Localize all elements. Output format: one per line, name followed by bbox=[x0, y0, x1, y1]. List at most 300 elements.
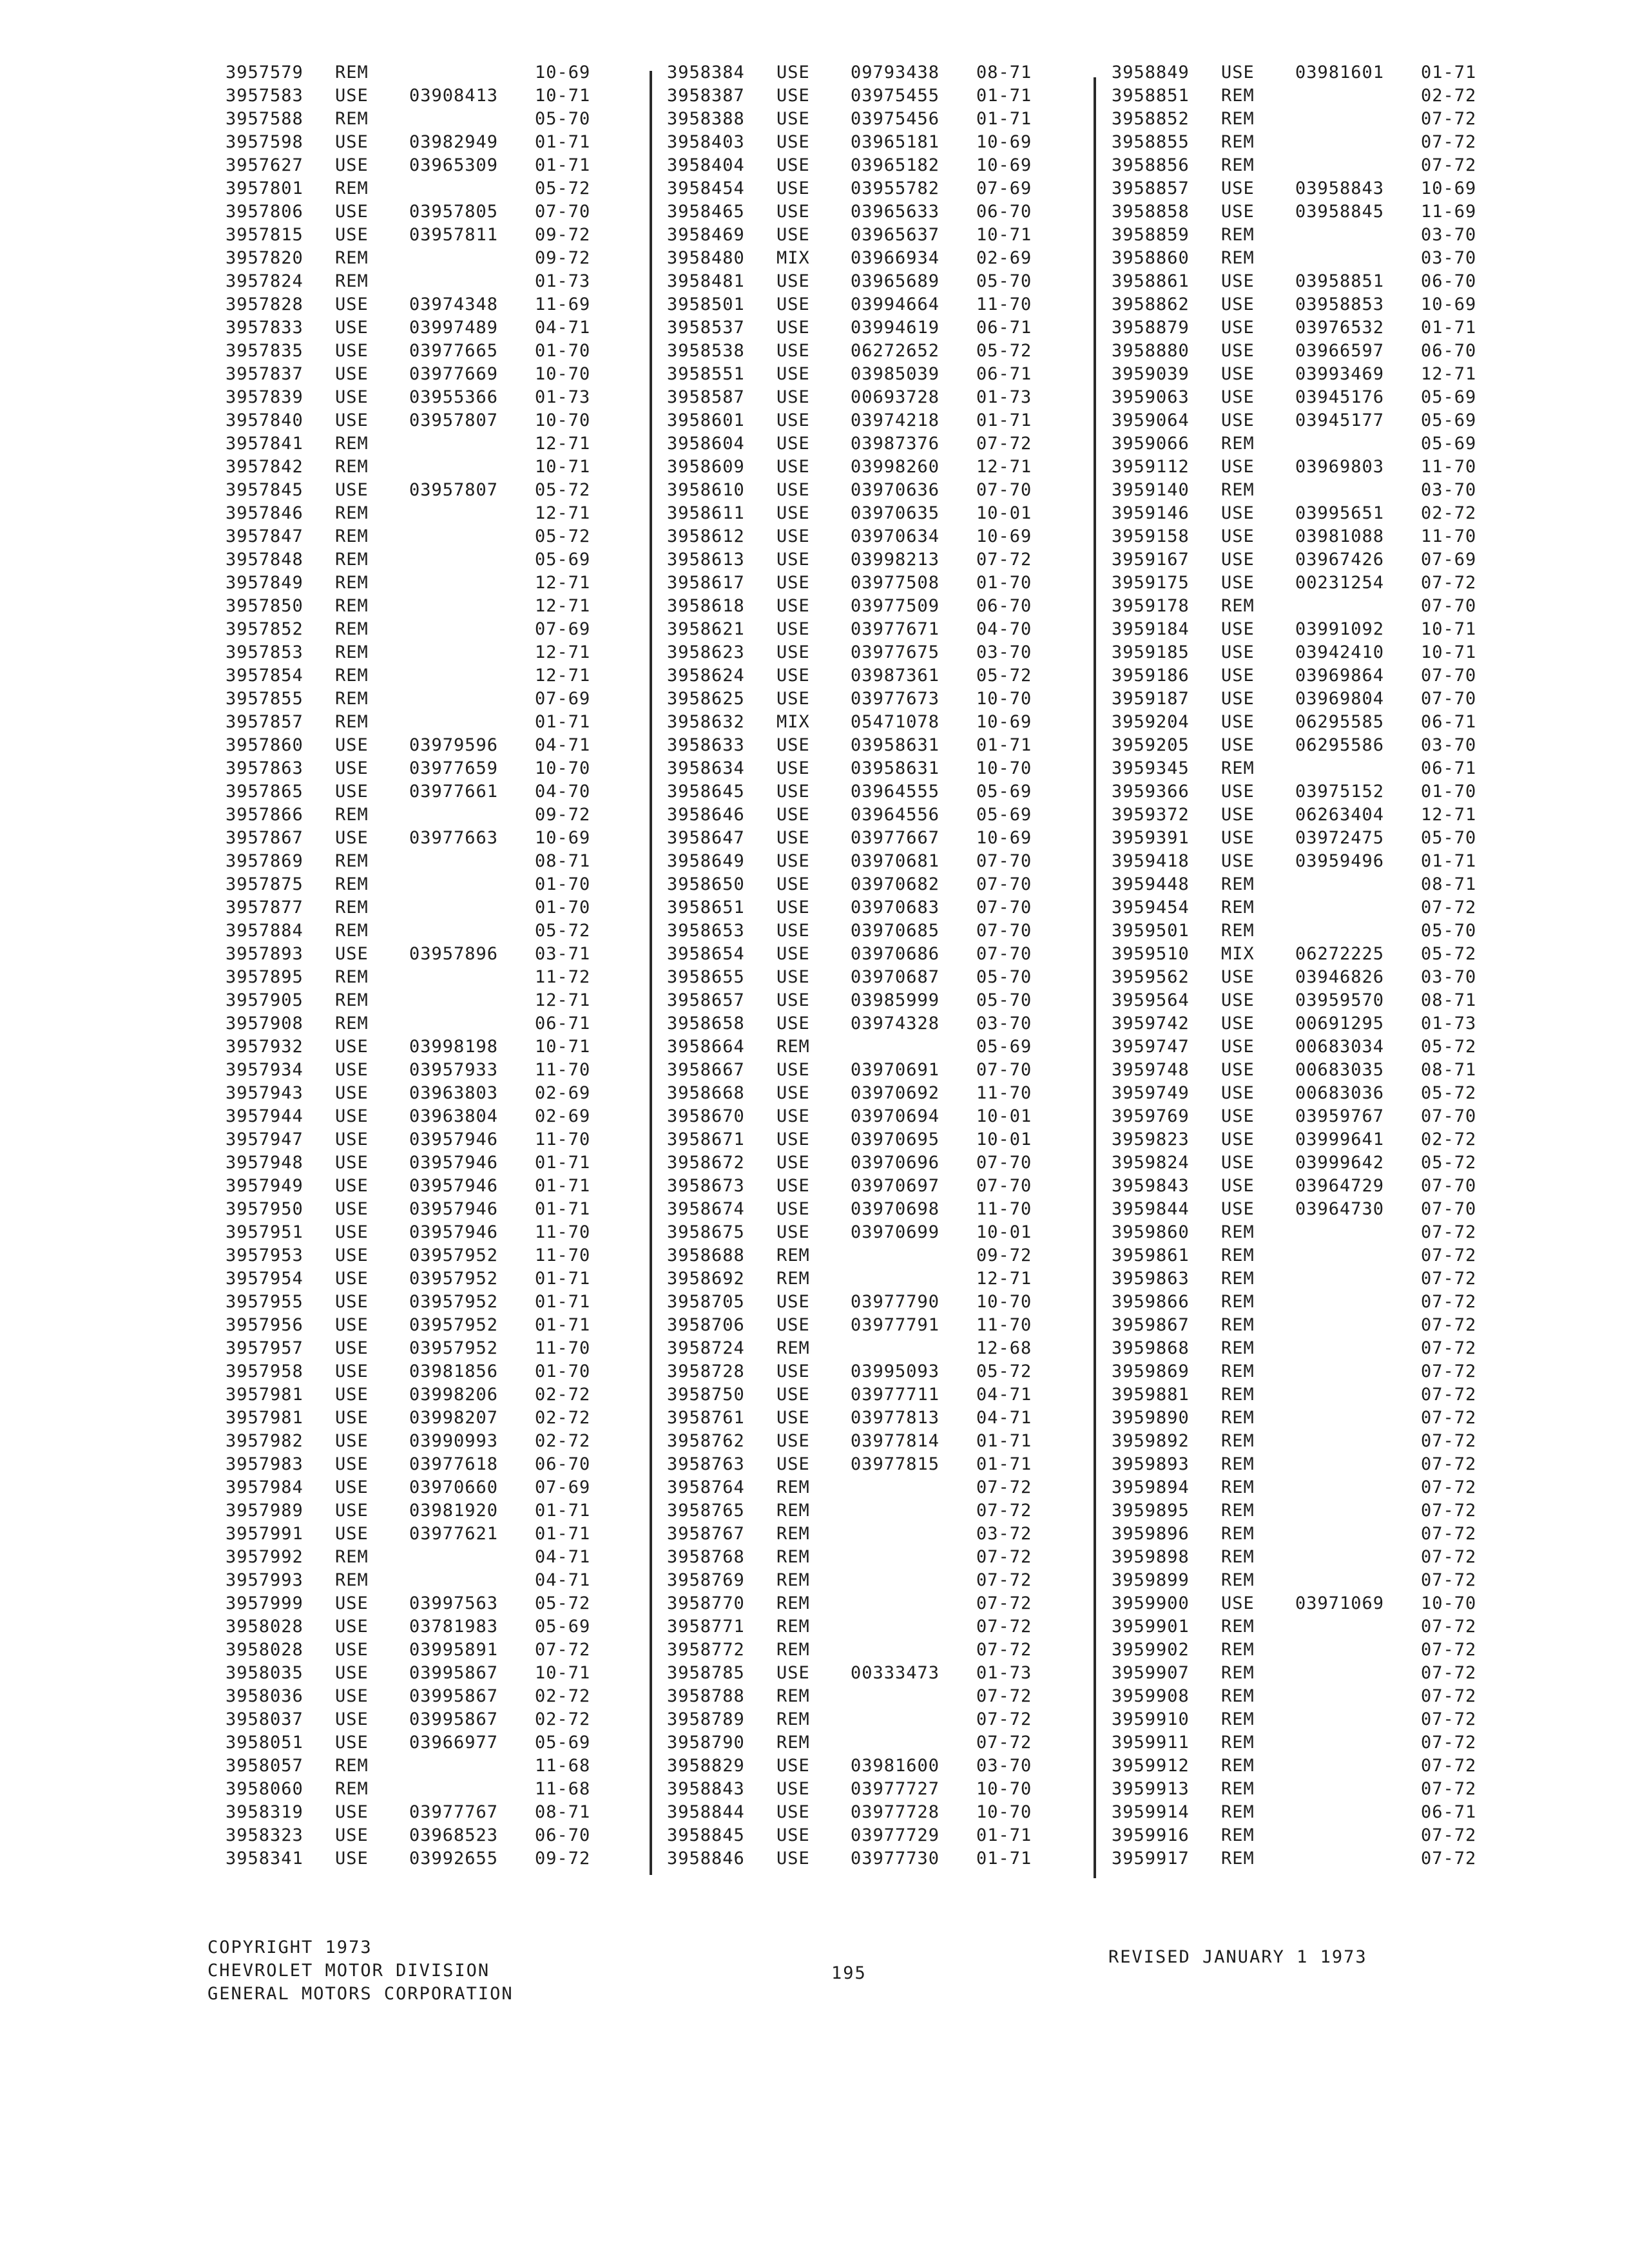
table-row bbox=[226, 1105, 638, 1128]
part-number: 3959146 bbox=[1112, 503, 1190, 523]
date-code: 06-70 bbox=[976, 202, 1032, 222]
table-row bbox=[667, 1407, 1079, 1430]
replacement-part-number: 03997489 bbox=[409, 318, 499, 338]
action-code: REM bbox=[335, 1756, 369, 1776]
table-row bbox=[226, 803, 638, 827]
table-row bbox=[226, 340, 638, 363]
date-code: 07-69 bbox=[1421, 550, 1477, 570]
action-code: USE bbox=[335, 1245, 369, 1265]
part-number: 3957944 bbox=[226, 1106, 304, 1126]
action-code: USE bbox=[335, 1385, 369, 1405]
part-number: 3959907 bbox=[1112, 1663, 1190, 1683]
part-number: 3958668 bbox=[667, 1083, 745, 1103]
action-code: USE bbox=[335, 1315, 369, 1335]
replacement-part-number: 03995867 bbox=[409, 1663, 499, 1683]
replacement-part-number: 00691295 bbox=[1295, 1014, 1385, 1033]
part-number: 3959066 bbox=[1112, 434, 1190, 454]
part-number: 3959448 bbox=[1112, 874, 1190, 894]
action-code: USE bbox=[776, 86, 810, 106]
date-code: 02-72 bbox=[535, 1686, 591, 1706]
part-number: 3957951 bbox=[226, 1222, 304, 1242]
date-code: 03-70 bbox=[1421, 967, 1477, 987]
action-code: USE bbox=[776, 294, 810, 314]
table-row bbox=[1112, 1128, 1524, 1151]
action-code: REM bbox=[335, 967, 369, 987]
date-code: 05-72 bbox=[535, 178, 591, 198]
action-code: REM bbox=[1221, 1245, 1255, 1265]
action-code: USE bbox=[1221, 712, 1255, 732]
action-code: USE bbox=[1221, 1083, 1255, 1103]
corporation-line: GENERAL MOTORS CORPORATION bbox=[207, 1984, 514, 2004]
table-row bbox=[667, 1778, 1079, 1801]
replacement-part-number: 03985999 bbox=[851, 990, 940, 1010]
table-row bbox=[667, 1059, 1079, 1082]
part-number: 3958481 bbox=[667, 271, 745, 291]
date-code: 03-70 bbox=[1421, 480, 1477, 500]
action-code: REM bbox=[1221, 1547, 1255, 1567]
action-code: REM bbox=[335, 573, 369, 593]
part-number: 3957932 bbox=[226, 1037, 304, 1057]
action-code: USE bbox=[335, 1292, 369, 1312]
part-number: 3957948 bbox=[226, 1153, 304, 1173]
table-row bbox=[226, 641, 638, 664]
action-code: USE bbox=[776, 805, 810, 825]
part-number: 3958856 bbox=[1112, 155, 1190, 175]
action-code: REM bbox=[1221, 1431, 1255, 1451]
action-code: USE bbox=[1221, 1593, 1255, 1613]
table-row bbox=[226, 1337, 638, 1360]
action-code: REM bbox=[1221, 248, 1255, 268]
table-row bbox=[1112, 1546, 1524, 1569]
action-code: USE bbox=[335, 1640, 369, 1660]
table-row bbox=[667, 943, 1079, 966]
replacement-part-number: 03972475 bbox=[1295, 828, 1385, 848]
action-code: REM bbox=[335, 457, 369, 477]
part-number: 3959562 bbox=[1112, 967, 1190, 987]
replacement-part-number: 06295585 bbox=[1295, 712, 1385, 732]
action-code: USE bbox=[776, 503, 810, 523]
date-code: 01-71 bbox=[976, 1825, 1032, 1845]
date-code: 01-70 bbox=[535, 341, 591, 361]
date-code: 07-69 bbox=[535, 619, 591, 639]
action-code: USE bbox=[335, 1338, 369, 1358]
action-code: REM bbox=[1221, 1385, 1255, 1405]
part-number: 3958672 bbox=[667, 1153, 745, 1173]
part-number: 3958323 bbox=[226, 1825, 304, 1845]
date-code: 08-71 bbox=[535, 1802, 591, 1822]
replacement-part-number: 03970694 bbox=[851, 1106, 940, 1126]
table-row bbox=[226, 572, 638, 595]
part-number: 3958537 bbox=[667, 318, 745, 338]
table-row bbox=[226, 270, 638, 293]
date-code: 07-70 bbox=[976, 1153, 1032, 1173]
table-row bbox=[667, 1801, 1079, 1824]
table-row bbox=[667, 1615, 1079, 1639]
part-number: 3957857 bbox=[226, 712, 304, 732]
table-row bbox=[667, 1824, 1079, 1847]
part-number: 3957956 bbox=[226, 1315, 304, 1335]
replacement-part-number: 03965182 bbox=[851, 155, 940, 175]
table-row bbox=[226, 989, 638, 1012]
date-code: 07-72 bbox=[1421, 1222, 1477, 1242]
action-code: REM bbox=[776, 1617, 810, 1637]
table-row bbox=[1112, 873, 1524, 896]
table-row bbox=[667, 316, 1079, 340]
replacement-part-number: 03977675 bbox=[851, 642, 940, 662]
date-code: 01-71 bbox=[976, 1849, 1032, 1869]
table-row bbox=[667, 409, 1079, 432]
date-code: 11-70 bbox=[535, 1129, 591, 1149]
replacement-part-number: 03957952 bbox=[409, 1269, 499, 1289]
part-number: 3959914 bbox=[1112, 1802, 1190, 1822]
date-code: 10-71 bbox=[535, 457, 591, 477]
date-code: 05-69 bbox=[976, 805, 1032, 825]
date-code: 10-69 bbox=[976, 526, 1032, 546]
replacement-part-number: 03977790 bbox=[851, 1292, 940, 1312]
table-row bbox=[1112, 177, 1524, 200]
action-code: USE bbox=[776, 642, 810, 662]
table-row bbox=[667, 340, 1079, 363]
table-row bbox=[226, 363, 638, 386]
part-number: 3958341 bbox=[226, 1849, 304, 1869]
replacement-part-number: 03977671 bbox=[851, 619, 940, 639]
date-code: 10-70 bbox=[1421, 1593, 1477, 1613]
date-code: 05-72 bbox=[1421, 1037, 1477, 1057]
part-number: 3958664 bbox=[667, 1037, 745, 1057]
table-row bbox=[1112, 595, 1524, 618]
table-row bbox=[667, 1847, 1079, 1870]
action-code: USE bbox=[1221, 1037, 1255, 1057]
date-code: 07-72 bbox=[1421, 1315, 1477, 1335]
part-number: 3957993 bbox=[226, 1570, 304, 1590]
table-row bbox=[1112, 1685, 1524, 1708]
action-code: USE bbox=[776, 1315, 810, 1335]
part-number: 3958861 bbox=[1112, 271, 1190, 291]
table-row bbox=[226, 1801, 638, 1824]
copyright-block bbox=[207, 1936, 514, 2006]
action-code: REM bbox=[335, 62, 369, 82]
action-code: USE bbox=[776, 828, 810, 848]
table-row bbox=[226, 479, 638, 502]
action-code: USE bbox=[335, 1849, 369, 1869]
date-code: 07-72 bbox=[1421, 1501, 1477, 1521]
table-row bbox=[1112, 989, 1524, 1012]
action-code: USE bbox=[776, 1408, 810, 1428]
part-number: 3959916 bbox=[1112, 1825, 1190, 1845]
action-code: USE bbox=[776, 758, 810, 778]
replacement-part-number: 03998206 bbox=[409, 1385, 499, 1405]
action-code: REM bbox=[335, 1547, 369, 1567]
table-row bbox=[667, 1035, 1079, 1059]
table-row bbox=[226, 1407, 638, 1430]
table-row bbox=[667, 1639, 1079, 1662]
replacement-part-number: 03965633 bbox=[851, 202, 940, 222]
part-number: 3958624 bbox=[667, 666, 745, 686]
replacement-part-number: 05471078 bbox=[851, 712, 940, 732]
table-row bbox=[1112, 1453, 1524, 1476]
part-number: 3957875 bbox=[226, 874, 304, 894]
date-code: 01-70 bbox=[535, 1361, 591, 1381]
date-code: 05-72 bbox=[976, 341, 1032, 361]
date-code: 10-70 bbox=[976, 1779, 1032, 1799]
part-number: 3957627 bbox=[226, 155, 304, 175]
replacement-part-number: 03976532 bbox=[1295, 318, 1385, 338]
table-row bbox=[1112, 548, 1524, 572]
part-number: 3957905 bbox=[226, 990, 304, 1010]
part-number: 3958768 bbox=[667, 1547, 745, 1567]
action-code: USE bbox=[1221, 573, 1255, 593]
replacement-part-number: 03977618 bbox=[409, 1454, 499, 1474]
action-code: USE bbox=[1221, 550, 1255, 570]
table-row bbox=[226, 1430, 638, 1453]
table-row bbox=[667, 1244, 1079, 1267]
table-row bbox=[667, 734, 1079, 757]
action-code: REM bbox=[1221, 1779, 1255, 1799]
table-row bbox=[1112, 456, 1524, 479]
replacement-part-number: 06263404 bbox=[1295, 805, 1385, 825]
part-number: 3957908 bbox=[226, 1014, 304, 1033]
action-code: MIX bbox=[776, 712, 810, 732]
part-number: 3958404 bbox=[667, 155, 745, 175]
table-row bbox=[226, 1569, 638, 1592]
replacement-part-number: 03957946 bbox=[409, 1129, 499, 1149]
table-row bbox=[226, 548, 638, 572]
table-row bbox=[226, 224, 638, 247]
action-code: USE bbox=[776, 550, 810, 570]
action-code: REM bbox=[1221, 1454, 1255, 1474]
part-number: 3958859 bbox=[1112, 225, 1190, 245]
action-code: USE bbox=[776, 573, 810, 593]
table-row bbox=[667, 1151, 1079, 1175]
table-row bbox=[667, 1105, 1079, 1128]
table-row bbox=[667, 989, 1079, 1012]
part-number: 3958658 bbox=[667, 1014, 745, 1033]
date-code: 05-69 bbox=[1421, 410, 1477, 430]
table-row bbox=[1112, 1035, 1524, 1059]
date-code: 01-71 bbox=[976, 1454, 1032, 1474]
date-code: 07-72 bbox=[1421, 1338, 1477, 1358]
table-row bbox=[1112, 1569, 1524, 1592]
table-row bbox=[667, 1012, 1079, 1035]
action-code: REM bbox=[776, 1245, 810, 1265]
replacement-part-number: 03963803 bbox=[409, 1083, 499, 1103]
action-code: REM bbox=[335, 178, 369, 198]
action-code: REM bbox=[1221, 1640, 1255, 1660]
date-code: 05-70 bbox=[976, 271, 1032, 291]
part-number: 3958617 bbox=[667, 573, 745, 593]
replacement-part-number: 03965309 bbox=[409, 155, 499, 175]
table-row bbox=[667, 1592, 1079, 1615]
part-number: 3959908 bbox=[1112, 1686, 1190, 1706]
copyright-line: COPYRIGHT 1973 bbox=[207, 1937, 372, 1957]
table-row bbox=[667, 757, 1079, 780]
date-code: 05-69 bbox=[976, 1037, 1032, 1057]
table-row bbox=[226, 873, 638, 896]
part-number: 3959824 bbox=[1112, 1153, 1190, 1173]
date-code: 01-71 bbox=[535, 1176, 591, 1196]
part-number: 3958765 bbox=[667, 1501, 745, 1521]
replacement-part-number: 03959496 bbox=[1295, 851, 1385, 871]
replacement-part-number: 03958631 bbox=[851, 758, 940, 778]
table-row bbox=[1112, 1731, 1524, 1754]
table-row bbox=[226, 108, 638, 131]
part-number: 3958724 bbox=[667, 1338, 745, 1358]
part-number: 3958480 bbox=[667, 248, 745, 268]
part-number: 3958785 bbox=[667, 1663, 745, 1683]
action-code: REM bbox=[1221, 1756, 1255, 1776]
action-code: USE bbox=[335, 1199, 369, 1219]
action-code: REM bbox=[335, 109, 369, 129]
replacement-part-number: 09793438 bbox=[851, 62, 940, 82]
action-code: USE bbox=[776, 1454, 810, 1474]
table-row bbox=[226, 61, 638, 84]
part-number: 3959895 bbox=[1112, 1501, 1190, 1521]
part-number: 3959501 bbox=[1112, 921, 1190, 941]
table-row bbox=[667, 1546, 1079, 1569]
table-row bbox=[1112, 200, 1524, 224]
table-row bbox=[1112, 432, 1524, 456]
table-row bbox=[1112, 386, 1524, 409]
action-code: USE bbox=[335, 1153, 369, 1173]
action-code: REM bbox=[776, 1686, 810, 1706]
table-row bbox=[226, 1615, 638, 1639]
table-row bbox=[1112, 850, 1524, 873]
replacement-part-number: 03957811 bbox=[409, 225, 499, 245]
table-row bbox=[226, 1267, 638, 1291]
part-number: 3959898 bbox=[1112, 1547, 1190, 1567]
date-code: 01-73 bbox=[976, 387, 1032, 407]
part-number: 3959747 bbox=[1112, 1037, 1190, 1057]
date-code: 07-70 bbox=[976, 851, 1032, 871]
replacement-part-number: 03998213 bbox=[851, 550, 940, 570]
replacement-part-number: 03957807 bbox=[409, 410, 499, 430]
date-code: 12-71 bbox=[535, 596, 591, 616]
part-number: 3958655 bbox=[667, 967, 745, 987]
date-code: 07-70 bbox=[1421, 666, 1477, 686]
part-number: 3957863 bbox=[226, 758, 304, 778]
action-code: USE bbox=[776, 619, 810, 639]
table-row bbox=[1112, 1592, 1524, 1615]
part-number: 3959868 bbox=[1112, 1338, 1190, 1358]
table-row bbox=[1112, 827, 1524, 850]
action-code: REM bbox=[1221, 1477, 1255, 1497]
replacement-part-number: 03781983 bbox=[409, 1617, 499, 1637]
part-number: 3958764 bbox=[667, 1477, 745, 1497]
replacement-part-number: 03966977 bbox=[409, 1733, 499, 1753]
date-code: 03-70 bbox=[1421, 735, 1477, 755]
table-row bbox=[1112, 757, 1524, 780]
part-number: 3957989 bbox=[226, 1501, 304, 1521]
date-code: 05-72 bbox=[1421, 1153, 1477, 1173]
action-code: REM bbox=[1221, 1292, 1255, 1312]
date-code: 01-70 bbox=[535, 874, 591, 894]
date-code: 07-69 bbox=[535, 689, 591, 709]
date-code: 07-72 bbox=[1421, 1756, 1477, 1776]
action-code: USE bbox=[776, 1199, 810, 1219]
action-code: USE bbox=[335, 1802, 369, 1822]
date-code: 02-72 bbox=[1421, 1129, 1477, 1149]
table-row bbox=[667, 1082, 1079, 1105]
part-number: 3957991 bbox=[226, 1524, 304, 1544]
table-row bbox=[226, 1314, 638, 1337]
date-code: 07-72 bbox=[976, 1547, 1032, 1567]
date-code: 02-72 bbox=[1421, 86, 1477, 106]
part-number: 3957984 bbox=[226, 1477, 304, 1497]
action-code: REM bbox=[776, 1338, 810, 1358]
action-code: REM bbox=[1221, 1686, 1255, 1706]
replacement-part-number: 03977665 bbox=[409, 341, 499, 361]
date-code: 11-70 bbox=[976, 294, 1032, 314]
part-number: 3958319 bbox=[226, 1802, 304, 1822]
part-number: 3958632 bbox=[667, 712, 745, 732]
part-number: 3958649 bbox=[667, 851, 745, 871]
table-row bbox=[667, 1476, 1079, 1499]
date-code: 07-70 bbox=[976, 480, 1032, 500]
action-code: REM bbox=[335, 921, 369, 941]
replacement-part-number: 03957946 bbox=[409, 1176, 499, 1196]
table-row bbox=[1112, 1105, 1524, 1128]
action-code: USE bbox=[335, 318, 369, 338]
action-code: REM bbox=[776, 1709, 810, 1729]
replacement-part-number: 03990993 bbox=[409, 1431, 499, 1451]
table-row bbox=[226, 1476, 638, 1499]
table-row bbox=[1112, 734, 1524, 757]
table-row bbox=[226, 1082, 638, 1105]
action-code: REM bbox=[1221, 1222, 1255, 1242]
part-number: 3958675 bbox=[667, 1222, 745, 1242]
date-code: 09-72 bbox=[976, 1245, 1032, 1265]
action-code: REM bbox=[1221, 596, 1255, 616]
date-code: 01-73 bbox=[535, 387, 591, 407]
part-number: 3959186 bbox=[1112, 666, 1190, 686]
part-number: 3958611 bbox=[667, 503, 745, 523]
table-row bbox=[667, 456, 1079, 479]
date-code: 05-72 bbox=[535, 526, 591, 546]
replacement-part-number: 03977813 bbox=[851, 1408, 940, 1428]
table-row bbox=[1112, 340, 1524, 363]
part-number: 3959167 bbox=[1112, 550, 1190, 570]
part-number: 3958028 bbox=[226, 1640, 304, 1660]
table-row bbox=[226, 1128, 638, 1151]
part-number: 3958772 bbox=[667, 1640, 745, 1660]
date-code: 06-70 bbox=[1421, 271, 1477, 291]
date-code: 04-71 bbox=[976, 1385, 1032, 1405]
action-code: REM bbox=[1221, 1361, 1255, 1381]
action-code: REM bbox=[776, 1640, 810, 1660]
part-number: 3959175 bbox=[1112, 573, 1190, 593]
action-code: USE bbox=[335, 155, 369, 175]
action-code: USE bbox=[776, 225, 810, 245]
part-number: 3957884 bbox=[226, 921, 304, 941]
action-code: REM bbox=[776, 1524, 810, 1544]
date-code: 05-69 bbox=[535, 1733, 591, 1753]
part-number: 3957847 bbox=[226, 526, 304, 546]
action-code: REM bbox=[776, 1037, 810, 1057]
part-number: 3957893 bbox=[226, 944, 304, 964]
part-number: 3959867 bbox=[1112, 1315, 1190, 1335]
date-code: 01-73 bbox=[535, 271, 591, 291]
table-row bbox=[1112, 61, 1524, 84]
date-code: 07-72 bbox=[1421, 1686, 1477, 1706]
replacement-part-number: 03957952 bbox=[409, 1245, 499, 1265]
table-row bbox=[1112, 84, 1524, 108]
date-code: 11-70 bbox=[535, 1245, 591, 1265]
replacement-part-number: 03970683 bbox=[851, 898, 940, 918]
part-number: 3959902 bbox=[1112, 1640, 1190, 1660]
date-code: 06-71 bbox=[976, 364, 1032, 384]
table-row bbox=[1112, 131, 1524, 154]
action-code: USE bbox=[335, 1037, 369, 1057]
